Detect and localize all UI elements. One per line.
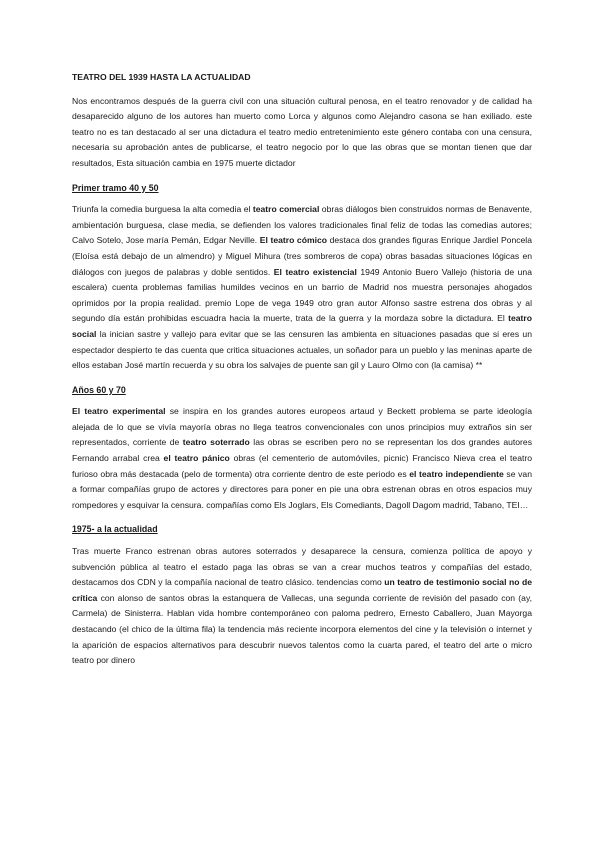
text-run: con alonso de santos obras la estanquera de Vallecas, una segunda corriente de revisión del pasado con (ay, Carmela) de Sinisterra. Hablan vida hombre contemporáneo con paloma pedrero, Ernesto Caballero, Juan Mayorga destacando (el chico de la última fila) la tendencia más reciente incorpora elementos del cine y la televisión o internet y la aparición de espacios alternativos para descubrir nuevos talentos como la cuarta pared, el teatro del arte o micro teatro por dinero [72, 592, 532, 666]
text-run: obras (el cementerio de automóviles, picnic) Francisco Nieva crea el teatro furioso obra más destacada (pelo de tormenta) otra corriente dentro de este periodo es [72, 453, 532, 479]
section-heading-1975-actualidad: 1975- a la actualidad [72, 524, 158, 535]
section-heading-anos-60-70: Años 60 y 70 [72, 384, 126, 395]
bold-term: teatro soterrado [182, 437, 250, 448]
text-run: 1949 Antonio Buero Vallejo (historia de una escalera) cuenta problemas familias humildes vecinos en un barrio de Madrid nos muestra personajes ahogados oprimidos por la propia realidad. premio Lope de vega 1949 otro gran autor Alfonso sastre estrena dos obras y al segundo día están prohibidas escuadra hacia la muerte, trata de la guerra y la mordaza sobre la dictadura. El [72, 266, 532, 324]
bold-term: El teatro cómico [259, 235, 328, 246]
text-run: Triunfa la comedia burguesa la alta comedia el [72, 204, 253, 215]
text-run: obras diálogos bien construidos normas de Benavente, ambientación burguesa, clase media, se defienden los valores tradicionales final feliz de todas las comedias autores; Calvo Sotelo, Jose maría Pemán, Edgar Neville. [72, 204, 532, 246]
text-run: se van a formar compañías grupo de actores y directores para poner en pie una obra estrenan obras en otros espacios muy rompedores y esquivar la censura. compañías como Els Joglars, Els Comediants, Dagoll Dagom madrid, Tabano, TEI… [72, 468, 532, 510]
document-title: TEATRO DEL 1939 HASTA LA ACTUALIDAD [72, 72, 251, 82]
text-run: las obras se escriben pero no se representan los dos grandes autores Fernando arrabal crea [72, 437, 532, 464]
bold-term: el teatro independiente [409, 468, 504, 479]
bold-term: El teatro existencial [273, 266, 357, 277]
intro-paragraph: Nos encontramos después de la guerra civil con una situación cultural penosa, en el teatro renovador y de calidad ha desaparecido alguno de los autores han muerto como Lorca y algunos como Alejandro casona se han exiliado. este teatro no es tan destacado al ser una dictadura el teatro medio entretenimiento este género contaba con una censura, necesaria su aprobación antes de publicarse, el teatro negocio por lo que las obras que se montan tienen que dar resultados, Esta situación cambia en 1975 muerte dictador [72, 95, 532, 168]
text-run: se inspira en los grandes autores europeos artaud y Beckett problema se parte ideología alejada de lo que se vivía mayoría obras no llega teatros convencionales con unos principios muy extraños sin ser representados, corriente de [72, 406, 532, 448]
document-body [72, 70, 532, 678]
section-paragraph-anos-60-70 [72, 404, 532, 513]
bold-term: teatro social [72, 313, 532, 339]
text-run: la inician sastre y vallejo para evitar que se las censuren las ambienta en situaciones pasadas que si eres un espectador despierto te das cuenta que critica situaciones actuales, un soñador para un pueblo y las meninas aparte de ellos estaban José martín recuerda y su obra los salvajes de puente san gil y Lauro Olmo con (la camisa) ** [72, 328, 532, 371]
section-paragraph-primer-tramo [72, 202, 532, 374]
bold-term: El teatro experimental [72, 406, 166, 417]
bold-term: un teatro de testimonio social no de crítica [72, 577, 532, 603]
bold-term: el teatro pánico [163, 453, 230, 464]
section-paragraph-1975-actualidad [72, 544, 532, 669]
bold-term: teatro comercial [252, 204, 320, 215]
text-run: Tras muerte Franco estrenan obras autores soterrados y desaparece la censura, comienza política de apoyo y subvención pública al teatro el estado paga las obras se van a crear muchos teatros y compañías del estado, destacamos dos CDN y la compañía nacional de teatro clásico. tendencias como [72, 546, 532, 588]
section-heading-primer-tramo: Primer tramo 40 y 50 [72, 182, 159, 193]
text-run: destaca dos grandes figuras Enrique Jardiel Poncela (Eloísa está debajo de un almendro) y Miguel Mihura (tres sombreros de copa) obras basadas situaciones lógicas en diálogos con juegos de palabras y doble sentidos. [72, 235, 532, 277]
